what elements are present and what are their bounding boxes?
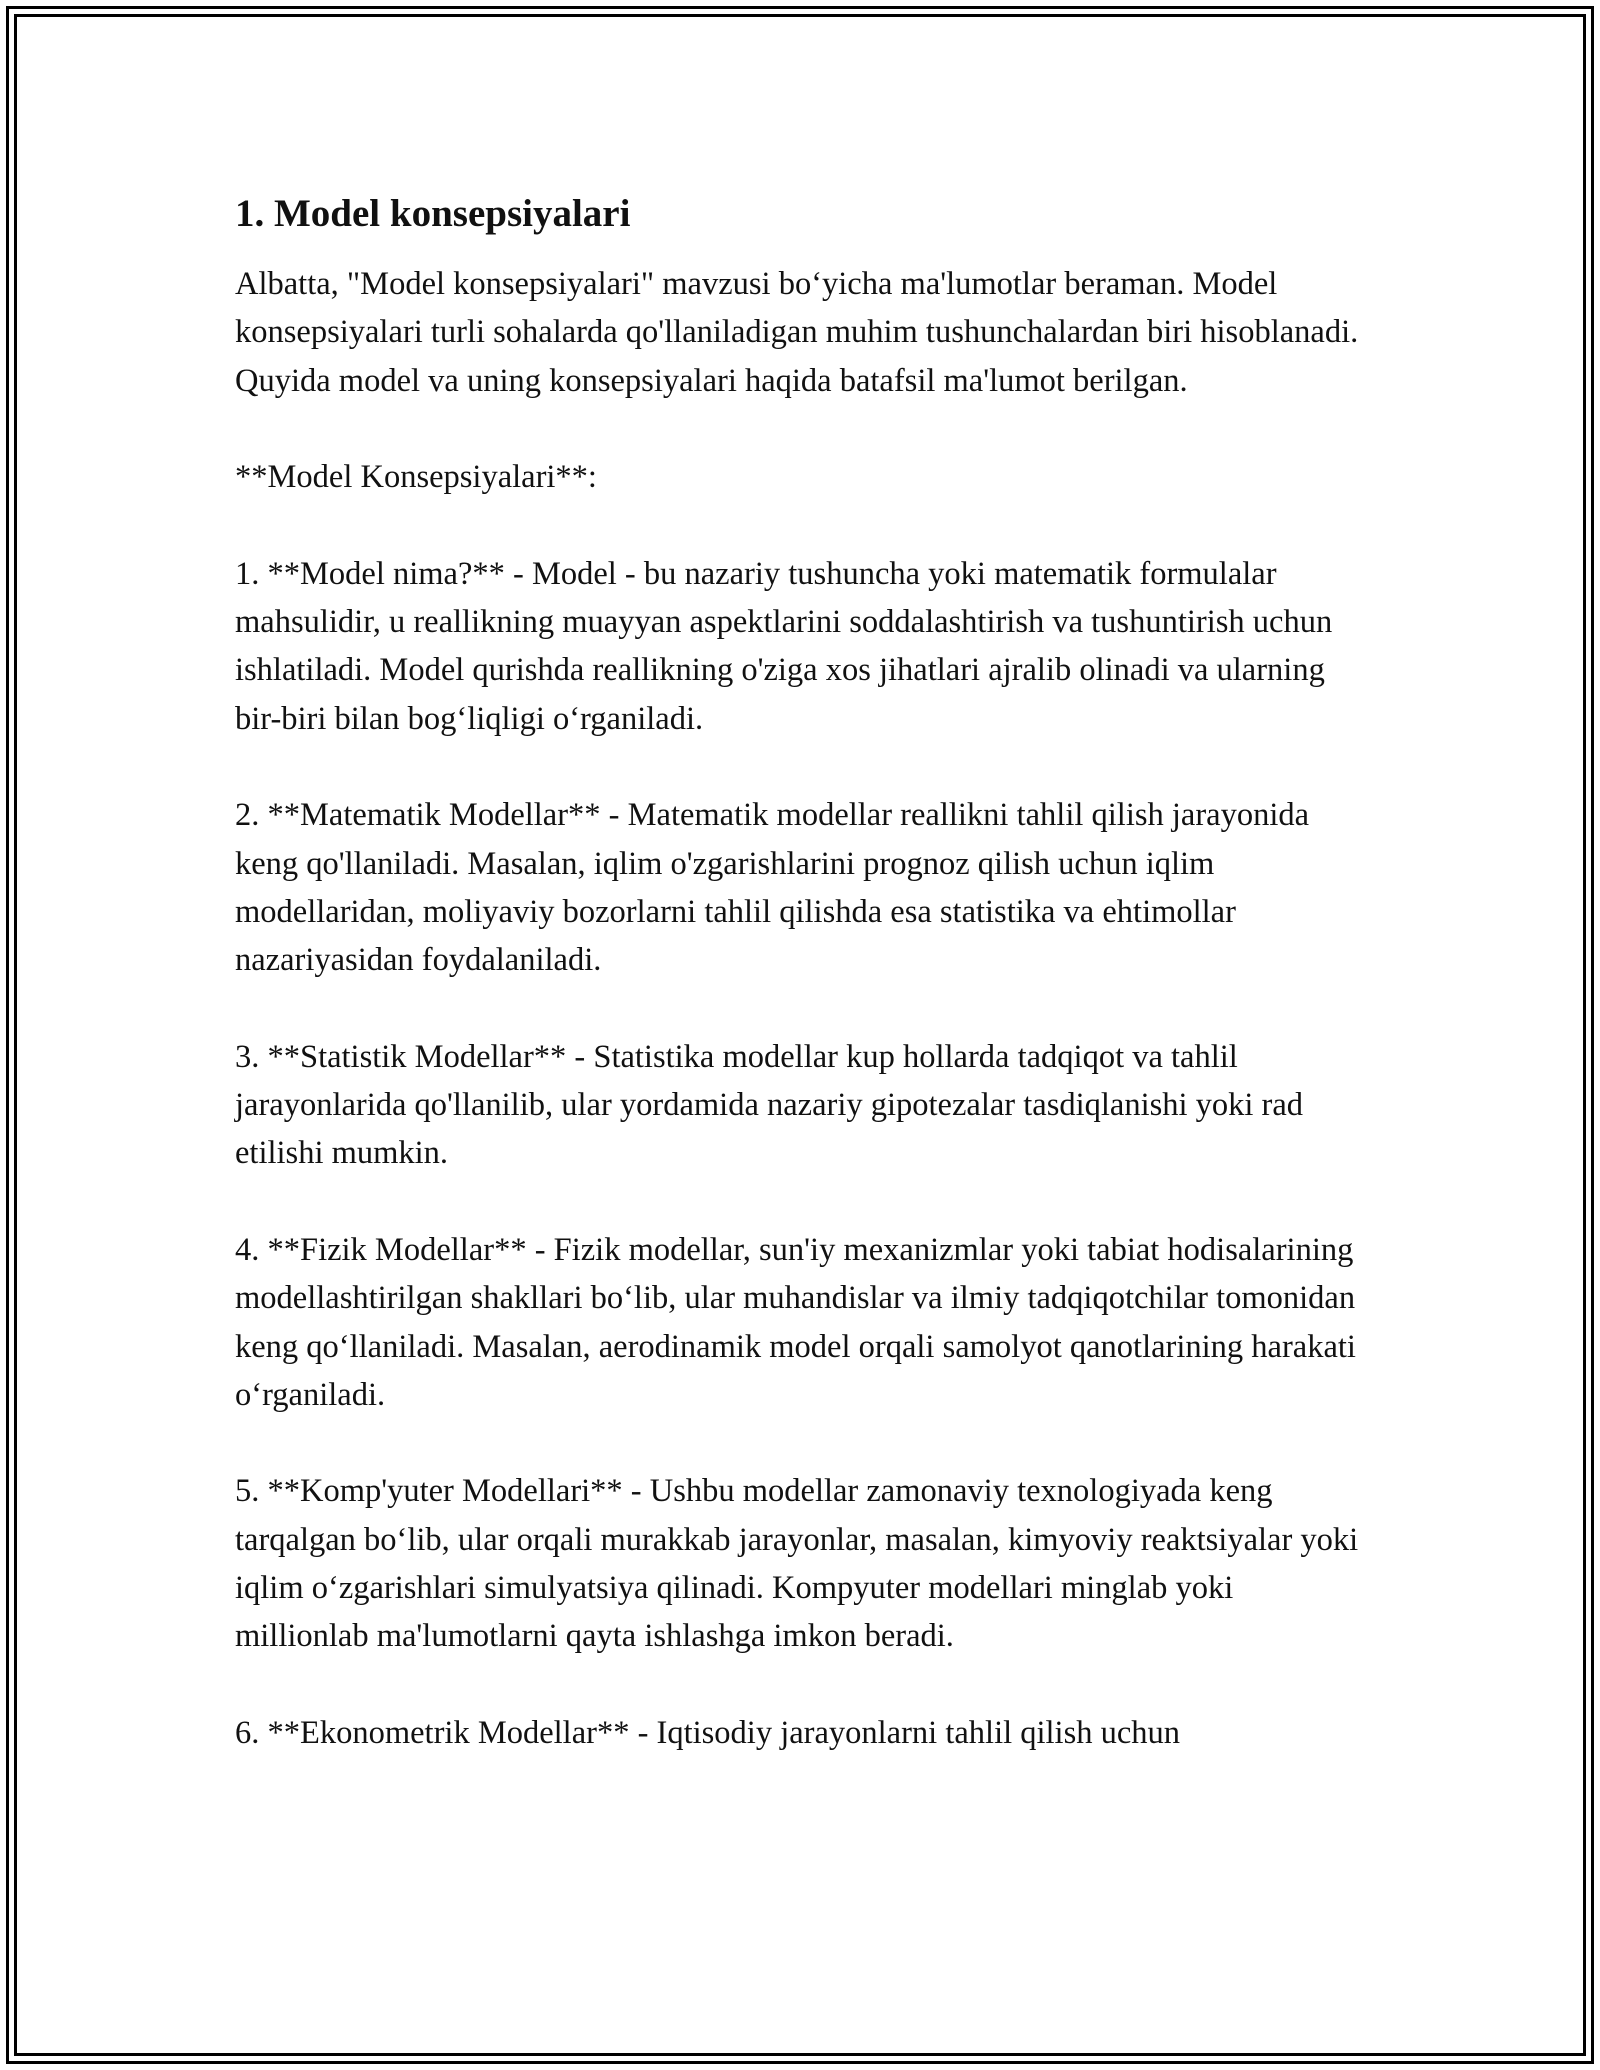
list-item-ekonometrik-modellar: 6. **Ekonometrik Modellar** - Iqtisodiy jarayonlarni tahlil qilish uchun	[235, 1714, 1181, 1751]
list-item-statistik-modellar: 3. **Statistik Modellar** - Statistika modellar kup hollarda tadqiqot va tahlil jarayonlarida qo'llanilib, ular yordamida nazariy gipotezalar tasdiqlanishi yoki rad etilishi mumkin.	[235, 1038, 1304, 1172]
list-item-model-nima: 1. **Model nima?** - Model - bu nazariy tushuncha yoki matematik formulalar mahsulidir, u reallikning muayyan aspektlarini soddalashtirish va tushuntirish uchun ishlatiladi. Model qurishda reallikning o'ziga xos jihatlari ajralib olinadi va ularning bir-biri bilan bog‘liqligi o‘rganiladi.	[235, 555, 1333, 737]
document-title: 1. Model konsepsiyalari	[235, 192, 631, 235]
list-item-matematik-modellar: 2. **Matematik Modellar** - Matematik modellar reallikni tahlil qilish jarayonida keng qo'llaniladi. Masalan, iqlim o'zgarishlarini prognoz qilish uchun iqlim modellaridan, moliyaviy bozorlarni tahlil qilishda esa statistika va ehtimollar nazariyasidan foydalaniladi.	[235, 797, 1310, 979]
intro-paragraph: Albatta, "Model konsepsiyalari" mavzusi bo‘yicha ma'lumotlar beraman. Model konsepsiyalari turli sohalarda qo'llaniladigan muhim tushunchalardan biri hisoblanadi. Quyida model va uning konsepsiyalari haqida batafsil ma'lumot berilgan.	[235, 266, 1359, 399]
section-heading-paragraph: **Model Konsepsiyalari**:	[235, 459, 597, 496]
document-body	[235, 188, 1370, 1757]
list-item-kompyuter-modellari: 5. **Komp'yuter Modellari** - Ushbu modellar zamonaviy texnologiyada keng tarqalgan bo‘lib, ular orqali murakkab jarayonlar, masalan, kimyoviy reaktsiyalar yoki iqlim o‘zgarishlari simulyatsiya qilinadi. Kompyuter modellari minglab yoki millionlab ma'lumotlarni qayta ishlashga imkon beradi.	[235, 1473, 1359, 1655]
list-item-fizik-modellar: 4. **Fizik Modellar** - Fizik modellar, sun'iy mexanizmlar yoki tabiat hodisalarining modellashtirilgan shakllari bo‘lib, ular muhandislar va ilmiy tadqiqotchilar tomonidan keng qo‘llaniladi. Masalan, aerodinamik model orqali samolyot qanotlarining harakati o‘rganiladi.	[235, 1231, 1356, 1413]
